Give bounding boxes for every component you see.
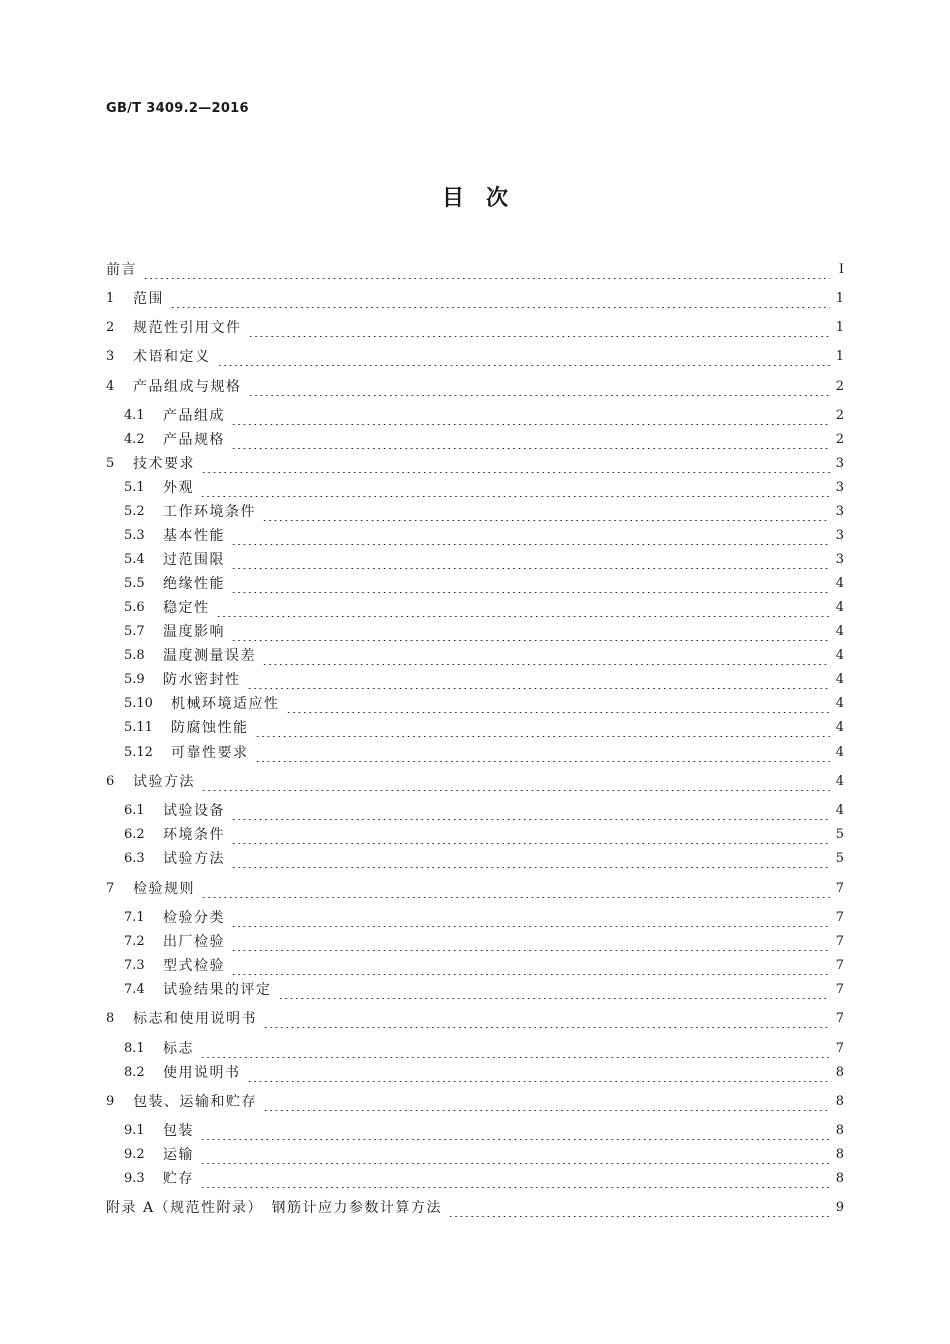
toc-entry-number: 4 — [106, 378, 115, 394]
toc-entry-page: 4 — [835, 671, 844, 687]
toc-leader-dots — [231, 405, 830, 425]
toc-entry[interactable] — [124, 549, 844, 569]
toc-entry-number: 5 — [106, 455, 115, 471]
toc-leader-dots — [143, 259, 830, 279]
toc-leader-dots — [231, 848, 830, 868]
toc-entry[interactable] — [106, 1091, 844, 1111]
toc-leader-dots — [247, 1062, 830, 1082]
toc-entry[interactable] — [106, 346, 844, 366]
toc-entry[interactable] — [124, 573, 844, 593]
toc-entry[interactable] — [124, 621, 844, 641]
toc-entry-number: 8 — [106, 1010, 115, 1026]
toc-leader-dots — [263, 1091, 830, 1111]
toc-entry-page: 4 — [835, 719, 844, 735]
toc-entry-page: 3 — [835, 551, 844, 567]
toc-entry-label: 包装、运输和贮存 — [133, 1094, 257, 1110]
toc-entry-label: 术语和定义 — [133, 349, 211, 365]
toc-entry[interactable] — [124, 1120, 844, 1140]
toc-entry-label: 基本性能 — [163, 528, 225, 544]
toc-leader-dots — [200, 1144, 830, 1164]
toc-leader-dots — [248, 376, 830, 396]
toc-leader-dots — [231, 549, 830, 569]
toc-leader-dots — [217, 346, 830, 366]
toc-entry-label: 标志和使用说明书 — [133, 1011, 257, 1027]
toc-entry-label: 贮存 — [163, 1171, 194, 1187]
toc-entry[interactable] — [106, 771, 844, 791]
toc-entry[interactable] — [124, 955, 844, 975]
toc-entry-label: 环境条件 — [163, 827, 225, 843]
toc-entry-number: 4.2 — [124, 431, 145, 447]
toc-entry-number: 5.4 — [124, 551, 145, 567]
toc-leader-dots — [231, 824, 830, 844]
toc-entry[interactable] — [124, 1168, 844, 1188]
toc-entry-number: 6.2 — [124, 826, 145, 842]
toc-entry-page: 5 — [835, 826, 844, 842]
toc-leader-dots — [448, 1197, 830, 1217]
toc-entry-label: 附录 A（规范性附录） 钢筋计应力参数计算方法 — [106, 1200, 443, 1216]
toc-leader-dots — [231, 907, 830, 927]
toc-entry-number: 5.7 — [124, 623, 145, 639]
toc-entry-page: 2 — [835, 407, 844, 423]
toc-entry-page: 8 — [835, 1064, 844, 1080]
toc-entry-page: 7 — [835, 1010, 844, 1026]
toc-entry-page: 4 — [835, 695, 844, 711]
toc-leader-dots — [248, 317, 830, 337]
toc-entry[interactable] — [124, 429, 844, 449]
toc-leader-dots — [231, 621, 830, 641]
toc-entry[interactable] — [124, 931, 844, 951]
toc-leader-dots — [262, 645, 830, 665]
toc-entry-page: 9 — [835, 1199, 844, 1215]
toc-entry-label: 可靠性要求 — [171, 745, 249, 761]
toc-entry-label: 试验设备 — [163, 803, 225, 819]
toc-entry-number: 2 — [106, 319, 115, 335]
toc-entry-page: 2 — [835, 378, 844, 394]
toc-entry-label: 型式检验 — [163, 958, 225, 974]
toc-entry-page: Ⅰ — [838, 261, 844, 277]
toc-entry-page: 4 — [835, 647, 844, 663]
toc-entry-label: 检验规则 — [133, 881, 195, 897]
toc-entry-label: 前言 — [106, 262, 137, 278]
toc-leader-dots — [231, 931, 830, 951]
toc-entry[interactable] — [124, 907, 844, 927]
toc-entry-label: 运输 — [163, 1147, 194, 1163]
toc-entry-page: 7 — [835, 981, 844, 997]
toc-entry-number: 9 — [106, 1093, 115, 1109]
toc-entry-label: 温度测量误差 — [163, 648, 256, 664]
toc-entry-number: 6.1 — [124, 802, 145, 818]
toc-entry-label: 温度影响 — [163, 624, 225, 640]
toc-entry-page: 8 — [835, 1146, 844, 1162]
toc-leader-dots — [216, 597, 830, 617]
toc-entry-page: 4 — [835, 773, 844, 789]
toc-entry-number: 7.1 — [124, 909, 145, 925]
toc-entry-label: 试验结果的评定 — [163, 982, 272, 998]
toc-entry-page: 4 — [835, 575, 844, 591]
toc-entry-page: 1 — [835, 319, 844, 335]
toc-entry[interactable] — [124, 742, 844, 762]
toc-entry-label: 防水密封性 — [163, 672, 241, 688]
toc-leader-dots — [170, 288, 830, 308]
toc-entry-number: 4.1 — [124, 407, 145, 423]
toc-entry[interactable] — [124, 525, 844, 545]
toc-entry-number: 5.9 — [124, 671, 145, 687]
toc-leader-dots — [200, 1120, 830, 1140]
toc-entry-number: 5.3 — [124, 527, 145, 543]
toc-entry-page: 8 — [835, 1170, 844, 1186]
toc-entry-page: 7 — [835, 880, 844, 896]
toc-entry-label: 标志 — [163, 1041, 194, 1057]
toc-entry-label: 绝缘性能 — [163, 576, 225, 592]
toc-entry-number: 7.2 — [124, 933, 145, 949]
toc-entry-page: 5 — [835, 850, 844, 866]
toc-entry-page: 1 — [835, 348, 844, 364]
toc-entry[interactable] — [124, 645, 844, 665]
toc-entry-label: 机械环境适应性 — [171, 696, 280, 712]
page-title: 目 次 — [441, 186, 508, 211]
toc-entry-label: 试验方法 — [163, 851, 225, 867]
toc-entry-page: 7 — [835, 1040, 844, 1056]
toc-leader-dots — [231, 429, 830, 449]
toc-entry-page: 4 — [835, 599, 844, 615]
toc-entry-label: 产品组成与规格 — [133, 379, 242, 395]
toc-entry[interactable] — [106, 453, 844, 473]
toc-entry-page: 7 — [835, 909, 844, 925]
toc-entry[interactable] — [124, 824, 844, 844]
toc-leader-dots — [286, 693, 830, 713]
toc-entry-page: 4 — [835, 802, 844, 818]
toc-entry-page: 3 — [835, 527, 844, 543]
standard-code: GB/T 3409.2—2016 — [106, 101, 249, 116]
toc-entry-number: 5.1 — [124, 479, 145, 495]
toc-leader-dots — [247, 669, 830, 689]
toc-entry[interactable] — [124, 477, 844, 497]
toc-entry-label: 检验分类 — [163, 910, 225, 926]
toc-entry-label: 技术要求 — [133, 456, 195, 472]
toc-entry-number: 7.4 — [124, 981, 145, 997]
toc-entry-page: 4 — [835, 744, 844, 760]
toc-entry-page: 3 — [835, 503, 844, 519]
toc-entry[interactable] — [124, 693, 844, 713]
toc-entry[interactable] — [124, 800, 844, 820]
toc-leader-dots — [255, 717, 830, 737]
toc-leader-dots — [200, 1038, 830, 1058]
toc-entry-number: 5.11 — [124, 719, 153, 735]
toc-entry-label: 稳定性 — [163, 600, 210, 616]
toc-entry-label: 出厂检验 — [163, 934, 225, 950]
toc-leader-dots — [231, 955, 830, 975]
toc-entry-label: 包装 — [163, 1123, 194, 1139]
toc-entry-label: 外观 — [163, 480, 194, 496]
toc-leader-dots — [262, 501, 830, 521]
toc-entry-label: 使用说明书 — [163, 1065, 241, 1081]
toc-entry-number: 5.2 — [124, 503, 145, 519]
toc-entry-number: 6 — [106, 773, 115, 789]
toc-leader-dots — [278, 979, 830, 999]
toc-entry-page: 7 — [835, 957, 844, 973]
toc-entry[interactable] — [106, 1008, 844, 1028]
toc-entry[interactable] — [106, 259, 844, 279]
toc-entry[interactable] — [124, 405, 844, 425]
toc-entry-page: 4 — [835, 623, 844, 639]
toc-entry-label: 范围 — [133, 291, 164, 307]
toc-leader-dots — [231, 800, 830, 820]
toc-entry-page: 8 — [835, 1093, 844, 1109]
toc-entry[interactable] — [124, 597, 844, 617]
toc-entry-number: 8.2 — [124, 1064, 145, 1080]
toc-entry[interactable] — [124, 979, 844, 999]
toc-entry-number: 3 — [106, 348, 115, 364]
toc-entry[interactable] — [106, 376, 844, 396]
toc-leader-dots — [201, 453, 830, 473]
toc-entry-number: 9.3 — [124, 1170, 145, 1186]
toc-entry-number: 7 — [106, 880, 115, 896]
toc-entry-number: 7.3 — [124, 957, 145, 973]
toc-leader-dots — [201, 771, 830, 791]
toc-entry-number: 9.1 — [124, 1122, 145, 1138]
toc-leader-dots — [263, 1008, 830, 1028]
toc-leader-dots — [200, 1168, 830, 1188]
toc-entry-label: 产品规格 — [163, 432, 225, 448]
toc-entry[interactable] — [124, 848, 844, 868]
toc-leader-dots — [255, 742, 830, 762]
toc-leader-dots — [231, 525, 830, 545]
toc-entry-page: 3 — [835, 479, 844, 495]
toc-entry[interactable] — [124, 1038, 844, 1058]
toc-entry[interactable] — [124, 669, 844, 689]
toc-entry-label: 规范性引用文件 — [133, 320, 242, 336]
toc-entry-number: 6.3 — [124, 850, 145, 866]
toc-entry[interactable] — [124, 1062, 844, 1082]
toc-entry[interactable] — [106, 878, 844, 898]
toc-entry-page: 8 — [835, 1122, 844, 1138]
toc-entry-number: 5.8 — [124, 647, 145, 663]
toc-entry-number: 8.1 — [124, 1040, 145, 1056]
toc-entry-number: 5.12 — [124, 744, 153, 760]
toc-entry-number: 5.6 — [124, 599, 145, 615]
toc-entry-label: 产品组成 — [163, 408, 225, 424]
toc-entry-label: 工作环境条件 — [163, 504, 256, 520]
toc-entry-label: 过范围限 — [163, 552, 225, 568]
toc-entry-page: 2 — [835, 431, 844, 447]
toc-entry-label: 防腐蚀性能 — [171, 720, 249, 736]
toc-entry-number: 1 — [106, 290, 115, 306]
toc-entry[interactable] — [124, 1144, 844, 1164]
toc-entry[interactable] — [124, 717, 844, 737]
toc-leader-dots — [201, 878, 830, 898]
toc-entry[interactable] — [106, 1197, 844, 1217]
toc-entry[interactable] — [106, 317, 844, 337]
toc-entry[interactable] — [106, 288, 844, 308]
toc-entry-page: 3 — [835, 455, 844, 471]
toc-entry-number: 5.5 — [124, 575, 145, 591]
toc-entry-number: 5.10 — [124, 695, 153, 711]
toc-leader-dots — [231, 573, 830, 593]
toc-entry-label: 试验方法 — [133, 774, 195, 790]
toc-entry-page: 1 — [835, 290, 844, 306]
toc-entry[interactable] — [124, 501, 844, 521]
toc-entry-number: 9.2 — [124, 1146, 145, 1162]
toc-leader-dots — [200, 477, 830, 497]
toc-entry-page: 7 — [835, 933, 844, 949]
